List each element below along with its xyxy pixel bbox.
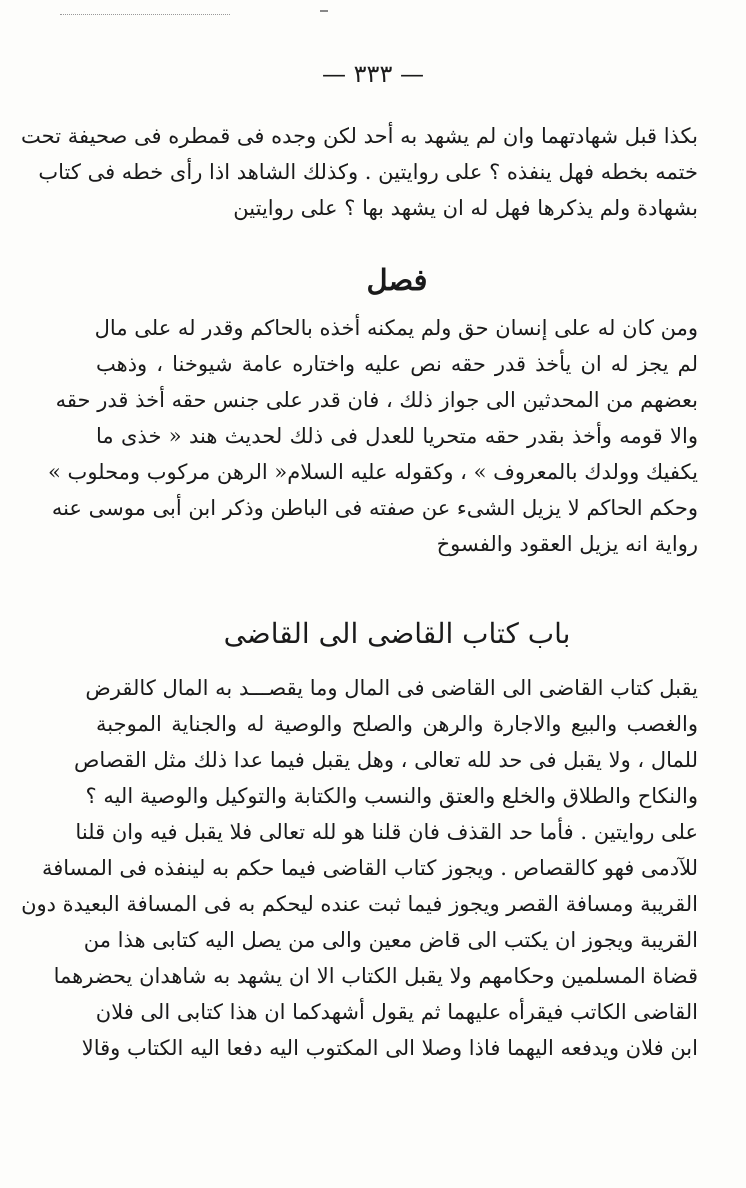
text-line: للآدمى فهو كالقصاص . ويجوز كتاب القاضى فيما حكم به لينفذه فى المسافة <box>41 856 698 880</box>
top-mark <box>320 10 328 12</box>
text-line: والغصب والبيع والاجارة والرهن والصلح والوصية له والجناية الموجبة <box>96 712 698 736</box>
text-line: يكفيك وولدك بالمعروف » ، وكقوله عليه السلام« الرهن مركوب ومحلوب » <box>48 460 698 484</box>
text-line: ختمه بخطه فهل ينفذه ؟ على روايتين . وكذلك الشاهد اذا رأى خطه فى كتاب <box>38 160 698 184</box>
heading-fasl: فصل <box>366 263 428 297</box>
top-rule <box>60 14 230 15</box>
text-line: ومن كان له على إنسان حق ولم يمكنه أخذه بالحاكم وقدر له على مال <box>94 316 698 340</box>
text-line: والنكاح والطلاق والخلع والعتق والنسب والكتابة والتوكيل والوصية اليه ؟ <box>85 784 698 808</box>
heading-bab: باب كتاب القاضى الى القاضى <box>223 617 571 650</box>
text-line: ابن فلان ويدفعه اليهما فاذا وصلا الى المكتوب اليه دفعا اليه الكتاب وقالا <box>81 1036 698 1060</box>
paragraph-1 <box>21 118 698 226</box>
text-line: للمال ، ولا يقبل فى حد لله تعالى ، وهل يقبل فيما عدا ذلك مثل القصاص <box>73 748 698 772</box>
text-line: رواية انه يزيل العقود والفسوخ <box>436 532 698 556</box>
text-line: بشهادة ولم يذكرها فهل له ان يشهد بها ؟ على روايتين <box>233 196 698 220</box>
chapter-heading <box>96 612 698 656</box>
text-line: يقبل كتاب القاضى الى القاضى فى المال وما يقصـــد به المال كالقرض <box>85 676 698 700</box>
text-line: على روايتين . فأما حد القذف فان قلنا هو لله تعالى فلا يقبل فيه وان قلنا <box>75 820 698 844</box>
text-line: والا قومه وأخذ بقدر حقه متحريا للعدل فى ذلك لحديث هند « خذى ما <box>96 424 698 448</box>
text-line: بعضهم من المحدثين الى جواز ذلك ، فان قدر على جنس حقه أخذ قدر حقه <box>55 388 698 412</box>
page-number: — ٣٣٣ — <box>322 60 424 88</box>
text-line: القريبة ومسافة القصر ويجوز فيما ثبت عنده ليحكم به فى المسافة البعيدة دون <box>21 892 698 916</box>
text-line: القريبة ويجوز ان يكتب الى قاض معين والى من يصل اليه كتابى هذا من <box>83 928 698 952</box>
text-line: لم يجز له ان يأخذ قدر حقه نص عليه واختاره عامة شيوخنا ، وذهب <box>96 352 698 376</box>
paragraph-2 <box>48 310 698 562</box>
text-line: القاضى الكاتب فيقرأه عليهما ثم يقول أشهدكما ان هذا كتابى الى فلان <box>95 1000 698 1024</box>
text-line: بكذا قبل شهادتهما وان لم يشهد به أحد لكن وجده فى قمطره فى صحيفة تحت <box>21 124 698 148</box>
text-line: وحكم الحاكم لا يزيل الشىء عن صفته فى الباطن وذكر ابن أبى موسى عنه <box>51 496 698 520</box>
section-heading <box>96 258 698 302</box>
text-line: قضاة المسلمين وحكامهم ولا يقبل الكتاب الا ان يشهد به شاهدان يحضرهما <box>53 964 698 988</box>
paragraph-3 <box>21 670 698 1066</box>
